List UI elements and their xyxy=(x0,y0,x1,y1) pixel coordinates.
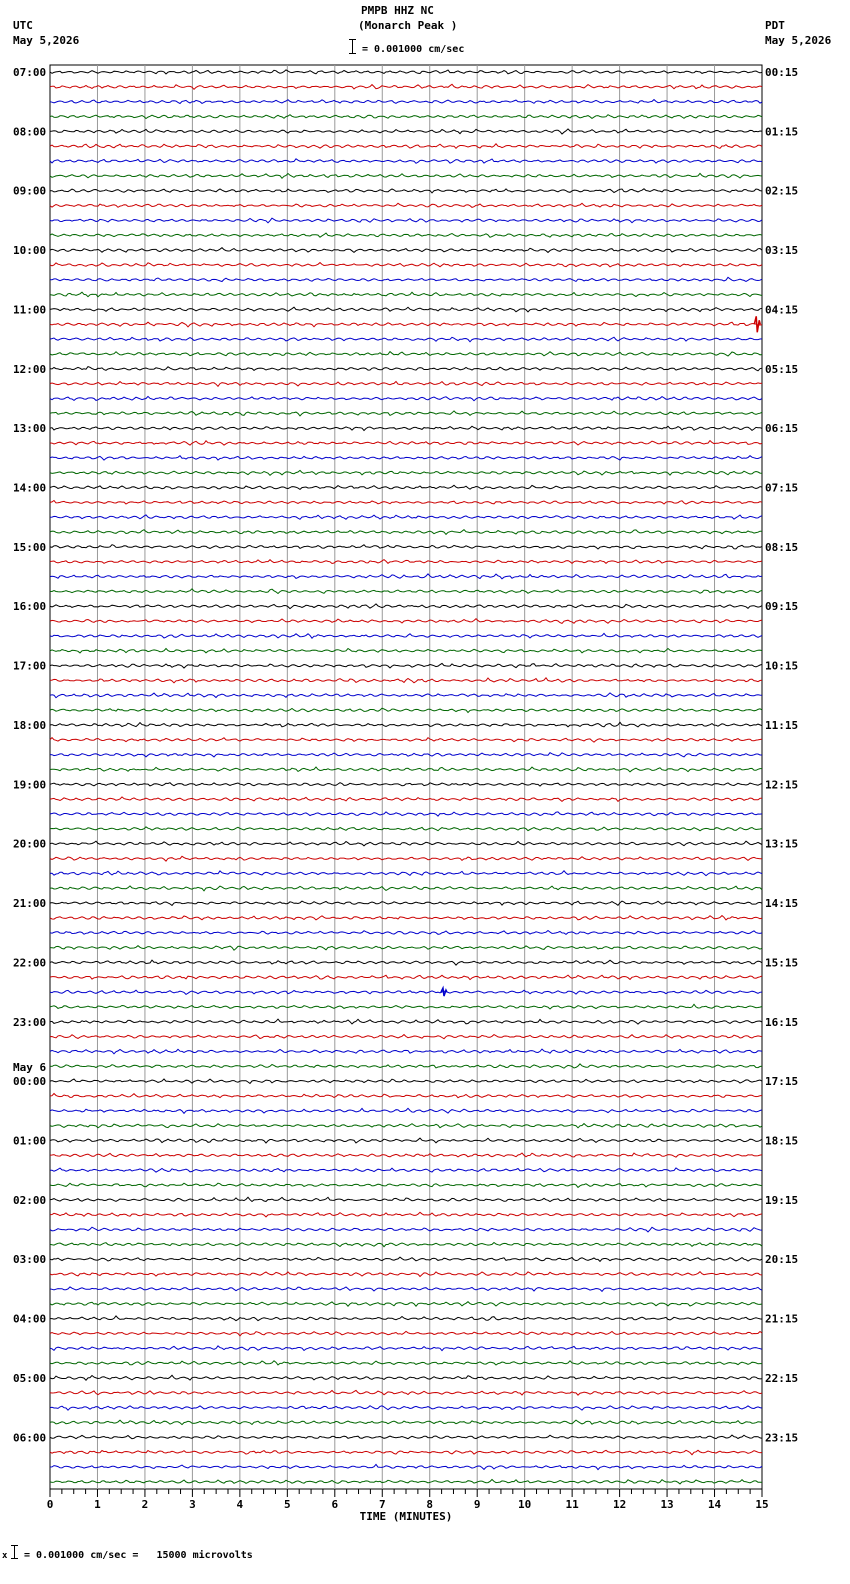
seismic-trace xyxy=(50,263,762,267)
pdt-time-label: 04:15 xyxy=(765,303,799,317)
utc-hour-label: 18:00 xyxy=(13,718,47,732)
pdt-time-label: 13:15 xyxy=(765,837,799,851)
seismic-trace xyxy=(50,901,762,905)
pdt-time-label: 00:15 xyxy=(765,66,799,79)
seismic-trace xyxy=(50,1019,762,1024)
seismic-trace xyxy=(50,783,762,786)
pdt-time-label: 17:15 xyxy=(765,1075,799,1089)
seismic-trace xyxy=(50,871,762,876)
seismic-trace xyxy=(50,1406,762,1411)
seismic-trace xyxy=(50,426,762,430)
utc-hour-label: 10:00 xyxy=(13,244,47,258)
seismic-trace xyxy=(50,960,762,965)
utc-hour-label: 15:00 xyxy=(13,540,47,554)
footer-marker: x xyxy=(2,1551,8,1561)
x-tick-label: 2 xyxy=(141,1498,149,1511)
seismic-trace xyxy=(50,545,762,549)
pdt-time-label: 20:15 xyxy=(765,1253,799,1267)
seismic-trace xyxy=(50,722,762,727)
seismic-trace xyxy=(50,663,762,668)
seismic-trace xyxy=(50,1079,762,1083)
site-name: (Monarch Peak ) xyxy=(358,19,458,32)
seismic-trace xyxy=(50,485,762,489)
utc-hour-label: 00:00 xyxy=(13,1075,47,1089)
seismic-trace xyxy=(50,633,762,638)
seismic-trace xyxy=(50,470,762,475)
x-tick-label: 8 xyxy=(426,1498,434,1511)
seismic-trace xyxy=(50,144,762,149)
seismic-trace xyxy=(50,693,762,698)
seismic-trace xyxy=(50,1168,762,1172)
seismic-trace xyxy=(50,1108,762,1113)
seismic-trace xyxy=(50,307,762,312)
seismic-trace xyxy=(50,233,762,237)
seismic-trace xyxy=(50,1287,762,1292)
seismic-trace xyxy=(50,129,762,134)
seismic-trace xyxy=(50,382,762,387)
utc-hour-label: 11:00 xyxy=(13,303,47,317)
pdt-time-label: 18:15 xyxy=(765,1134,799,1148)
seismic-trace xyxy=(50,1183,762,1187)
scale-label: = 0.001000 cm/sec xyxy=(362,44,465,55)
seismic-trace xyxy=(50,189,762,193)
seismic-trace xyxy=(50,1390,762,1395)
x-tick-label: 12 xyxy=(612,1498,627,1511)
pdt-time-label: 23:15 xyxy=(765,1431,799,1445)
seismic-trace xyxy=(50,1257,762,1261)
seismic-trace xyxy=(50,203,762,207)
seismic-trace xyxy=(50,589,762,594)
seismic-trace xyxy=(50,574,762,579)
pdt-time-label: 01:15 xyxy=(765,125,799,139)
seismic-trace xyxy=(50,1375,762,1380)
pdt-time-label: 22:15 xyxy=(765,1371,799,1385)
seismic-trace xyxy=(50,946,762,951)
x-tick-label: 1 xyxy=(94,1498,101,1511)
seismic-trace xyxy=(50,560,762,564)
seismic-trace xyxy=(50,1138,762,1143)
x-tick-label: 4 xyxy=(236,1498,244,1511)
pdt-time-label: 10:15 xyxy=(765,659,799,673)
seismic-trace xyxy=(50,678,762,683)
seismic-trace xyxy=(50,841,762,846)
seismic-trace xyxy=(50,1004,762,1009)
seismic-trace xyxy=(50,1212,762,1217)
utc-hour-label: 19:00 xyxy=(13,778,47,792)
x-tick-label: 10 xyxy=(518,1498,532,1511)
x-tick-label: 11 xyxy=(565,1498,579,1511)
utc-date-change-label: May 6 xyxy=(13,1061,47,1075)
seismic-trace xyxy=(50,827,762,831)
seismic-trace xyxy=(50,886,762,891)
pdt-time-label: 07:15 xyxy=(765,481,799,495)
seismic-trace xyxy=(50,411,762,416)
seismic-trace xyxy=(50,1316,762,1321)
seismic-trace xyxy=(50,292,762,297)
utc-date-label: May 5,2026 xyxy=(13,34,80,47)
seismic-trace xyxy=(50,1153,762,1157)
utc-hour-label: 04:00 xyxy=(13,1312,47,1326)
seismic-trace xyxy=(50,173,762,178)
pdt-time-label: 14:15 xyxy=(765,897,799,911)
utc-hour-label: 05:00 xyxy=(13,1371,47,1385)
seismic-trace xyxy=(50,396,762,400)
x-tick-label: 5 xyxy=(284,1498,291,1511)
utc-hour-label: 23:00 xyxy=(13,1015,47,1029)
x-tick-label: 6 xyxy=(331,1498,339,1511)
utc-zone-label: UTC xyxy=(13,19,33,32)
utc-hour-label: 17:00 xyxy=(13,659,47,673)
pdt-time-label: 09:15 xyxy=(765,600,799,614)
utc-hour-label: 22:00 xyxy=(13,956,47,970)
pdt-time-label: 15:15 xyxy=(765,956,799,970)
seismic-trace xyxy=(50,753,762,757)
seismic-trace xyxy=(50,931,762,935)
x-tick-label: 15 xyxy=(755,1498,769,1511)
pdt-zone-label: PDT xyxy=(765,19,785,32)
seismic-trace xyxy=(50,70,762,74)
seismic-trace xyxy=(50,352,762,356)
pdt-time-label: 06:15 xyxy=(765,422,799,436)
pdt-time-label: 05:15 xyxy=(765,362,799,376)
x-tick-label: 3 xyxy=(189,1498,196,1511)
footer-scale-bar-icon xyxy=(14,1545,22,1559)
seismic-trace xyxy=(50,248,762,253)
seismic-trace xyxy=(50,84,762,89)
seismic-trace xyxy=(50,100,762,104)
seismic-trace xyxy=(50,767,762,772)
utc-hour-label: 01:00 xyxy=(13,1134,47,1148)
utc-hour-label: 13:00 xyxy=(13,422,47,436)
seismic-trace xyxy=(50,1272,762,1277)
x-tick-label: 13 xyxy=(660,1498,674,1511)
seismic-trace xyxy=(50,1094,762,1098)
utc-hour-label: 20:00 xyxy=(13,837,47,851)
seismic-trace xyxy=(50,501,762,505)
x-axis-label: TIME (MINUTES) xyxy=(359,1510,453,1523)
seismic-trace xyxy=(50,367,762,371)
utc-hour-label: 09:00 xyxy=(13,184,47,198)
pdt-time-label: 12:15 xyxy=(765,778,799,792)
seismic-trace xyxy=(50,1480,762,1484)
seismic-trace xyxy=(50,649,762,653)
seismic-trace xyxy=(50,1227,762,1232)
x-tick-label: 7 xyxy=(378,1498,386,1511)
pdt-time-label: 11:15 xyxy=(765,718,799,732)
x-tick-label: 0 xyxy=(46,1498,54,1511)
footer-scale-note: = 0.001000 cm/sec = 15000 microvolts xyxy=(24,1550,253,1561)
seismic-trace xyxy=(50,1124,762,1128)
seismic-trace xyxy=(50,1302,762,1307)
pdt-time-label: 16:15 xyxy=(765,1015,799,1029)
seismic-trace xyxy=(50,604,762,609)
seismic-trace xyxy=(50,797,762,802)
seismic-trace xyxy=(50,1464,762,1469)
seismic-trace xyxy=(50,1361,762,1365)
seismic-trace xyxy=(50,1331,762,1336)
utc-hour-label: 08:00 xyxy=(13,125,47,139)
seismic-trace xyxy=(50,515,762,519)
station-title: PMPB HHZ NC xyxy=(361,4,434,17)
pdt-time-label: 21:15 xyxy=(765,1312,799,1326)
seismic-trace xyxy=(50,337,762,342)
x-tick-label: 14 xyxy=(707,1498,722,1511)
seismic-trace xyxy=(50,1346,762,1351)
utc-hour-label: 16:00 xyxy=(13,600,47,614)
utc-hour-label: 21:00 xyxy=(13,897,47,911)
seismic-trace xyxy=(50,441,762,446)
seismic-trace xyxy=(50,1243,762,1247)
seismic-trace xyxy=(50,708,762,712)
seismic-trace xyxy=(50,1197,762,1201)
utc-hour-label: 06:00 xyxy=(13,1431,47,1445)
seismic-trace xyxy=(50,159,762,164)
seismic-trace xyxy=(50,115,762,119)
seismic-trace xyxy=(50,1035,762,1039)
seismic-trace xyxy=(50,812,762,816)
pdt-date-label: May 5,2026 xyxy=(765,34,832,47)
seismic-trace xyxy=(50,856,762,861)
pdt-time-label: 08:15 xyxy=(765,540,799,554)
seismic-trace xyxy=(50,530,762,535)
seismic-trace xyxy=(50,218,762,223)
seismic-trace xyxy=(50,619,762,624)
utc-hour-label: 12:00 xyxy=(13,362,47,376)
seismic-trace xyxy=(50,975,762,980)
seismic-trace xyxy=(50,916,762,920)
seismic-trace xyxy=(50,738,762,743)
x-tick-label: 9 xyxy=(473,1498,481,1511)
utc-hour-label: 03:00 xyxy=(13,1253,47,1267)
utc-hour-label: 02:00 xyxy=(13,1193,47,1207)
utc-hour-label: 07:00 xyxy=(13,66,47,79)
seismic-trace xyxy=(50,1064,762,1068)
seismic-trace xyxy=(50,456,762,460)
pdt-time-label: 03:15 xyxy=(765,244,799,258)
seismic-trace xyxy=(50,1420,762,1425)
seismic-trace xyxy=(50,277,762,281)
pdt-time-label: 19:15 xyxy=(765,1193,799,1207)
seismic-trace xyxy=(50,322,762,327)
pdt-time-label: 02:15 xyxy=(765,184,799,198)
seismic-trace xyxy=(50,1049,762,1054)
seismic-trace xyxy=(50,990,762,994)
seismic-trace xyxy=(50,1435,762,1439)
seismic-trace xyxy=(50,1450,762,1454)
utc-hour-label: 14:00 xyxy=(13,481,47,495)
